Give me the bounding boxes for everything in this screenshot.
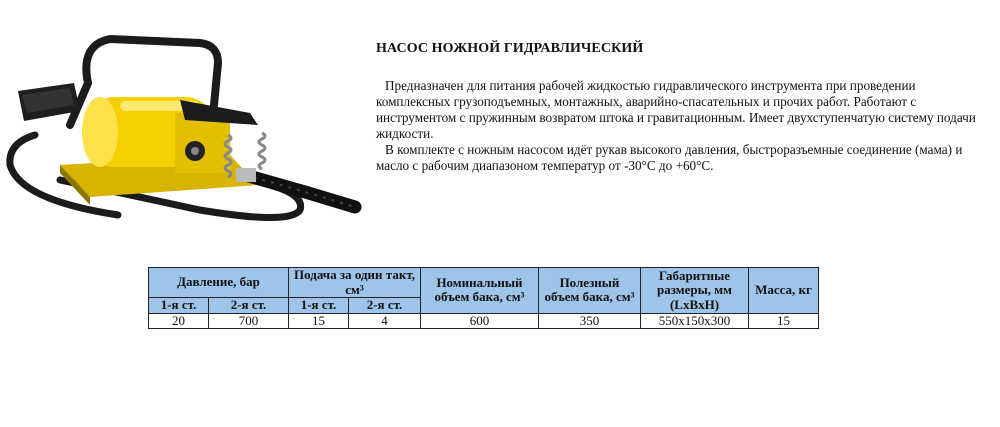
table-row	[149, 313, 819, 329]
cell-mass: 15	[749, 313, 819, 329]
subheader-feed-stage1: 1-я ст.	[289, 298, 349, 314]
header-mass: Масса, кг	[749, 268, 819, 314]
cell-pressure-stage2: 700	[209, 313, 289, 329]
cell-feed-stage1: 15	[289, 313, 349, 329]
spec-table	[148, 267, 819, 329]
description-paragraph: Предназначен для питания рабочей жидкостью гидравлического инструмента при проведении комплексных грузоподъемных, монтажных, аварийно-спасательных и прочих работ. Работают с инструментом с пружинным возвратом штока и гравитационным. Имеет двухступенчатую систему подачи жидкости.	[376, 78, 976, 141]
header-pressure: Давление, бар	[149, 268, 289, 298]
cell-pressure-stage1: 20	[149, 313, 209, 329]
cell-nominal-volume: 600	[421, 313, 539, 329]
header-nominal-volume: Номинальный объем бака, см³	[421, 268, 539, 314]
description	[376, 78, 981, 174]
cell-feed-stage2: 4	[349, 313, 421, 329]
cell-useful-volume: 350	[539, 313, 641, 329]
cell-dimensions: 550x150x300	[641, 313, 749, 329]
subheader-feed-stage2: 2-я ст.	[349, 298, 421, 314]
hydraulic-foot-pump-icon	[0, 25, 370, 250]
header-useful-volume: Полезный объем бака, см³	[539, 268, 641, 314]
header-feed: Подача за один такт, см³	[289, 268, 421, 298]
subheader-pressure-stage1: 1-я ст.	[149, 298, 209, 314]
header-dimensions: Габаритные размеры, мм (LxBxH)	[641, 268, 749, 314]
subheader-pressure-stage2: 2-я ст.	[209, 298, 289, 314]
document-title: НАСОС НОЖНОЙ ГИДРАВЛИЧЕСКИЙ	[376, 41, 644, 56]
description-paragraph: В комплекте с ножным насосом идёт рукав высокого давления, быстроразъемные соединение (мама) и масло с рабочим диапазоном температур от -30°С до +60°С.	[376, 142, 963, 173]
